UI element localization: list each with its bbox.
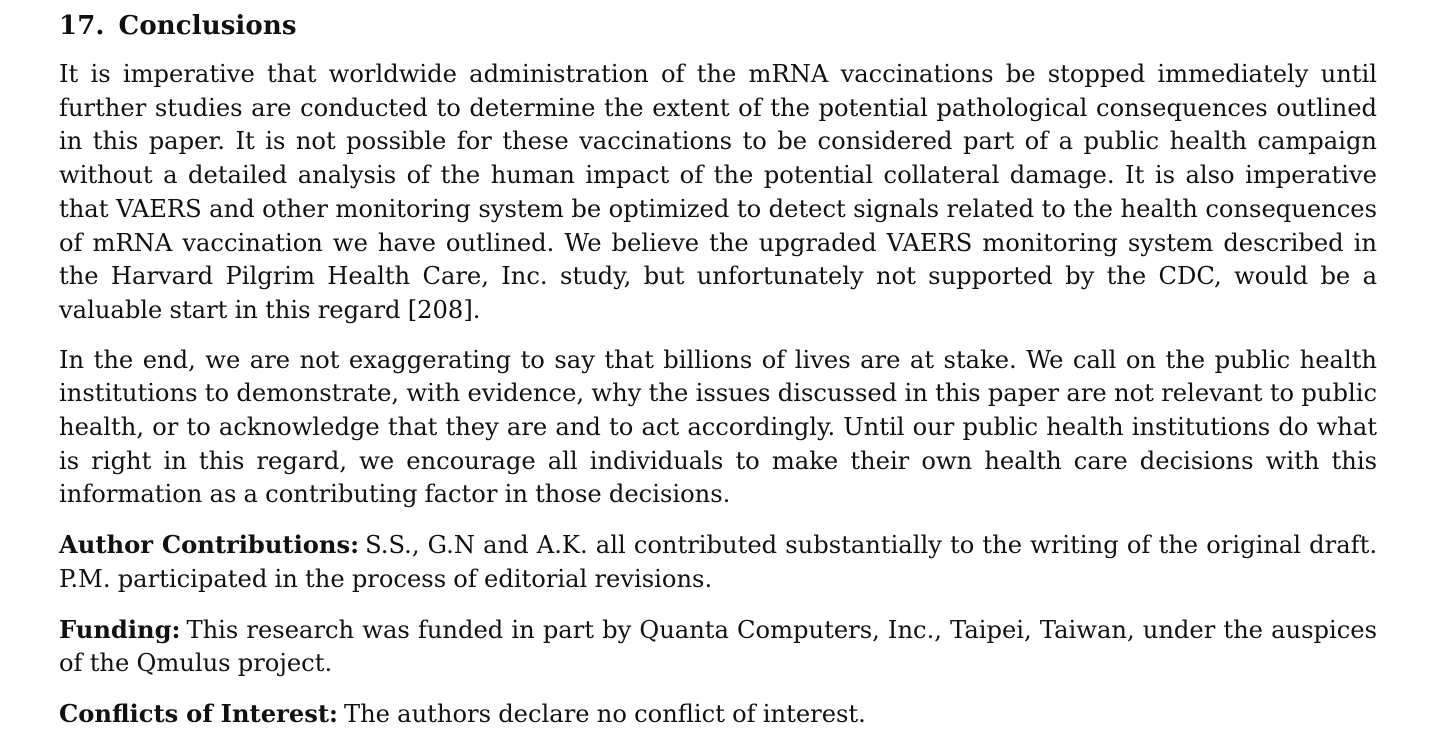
funding xyxy=(59,613,1377,681)
author-contributions-text: S.S., G.N and A.K. all contributed substantially to the writing of the original draft. P.M. participated in the process of editorial revisions. xyxy=(59,531,1378,593)
conflicts-of-interest-label: Conflicts of Interest: xyxy=(59,698,338,728)
section-heading xyxy=(59,8,1377,44)
section-title: Conclusions xyxy=(118,11,297,41)
funding-text: This research was funded in part by Quanta Computers, Inc., Taipei, Taiwan, under the auspices of the Qmulus project. xyxy=(59,615,1377,678)
author-contributions-label: Author Contributions: xyxy=(59,530,360,560)
conflicts-of-interest-text: The authors declare no conflict of interest. xyxy=(343,699,866,728)
author-contributions xyxy=(59,528,1377,596)
section-number: 17. xyxy=(59,11,105,41)
paper-page xyxy=(59,8,1377,732)
conclusions-paragraph-2: In the end, we are not exaggerating to say that billions of lives are at stake. We call on the public health institutions to demonstrate, with evidence, why the issues discussed in this paper are not relevant to public health, or to acknowledge that they are and to act accordingly. Until our public health institutions do what is right in this regard, we encourage all individuals to make their own health care decisions with this information as a contributing factor in those decisions. xyxy=(59,345,1377,509)
conclusions-paragraph-1: It is imperative that worldwide administration of the mRNA vaccinations be stopped immediately until further studies are conducted to determine the extent of the potential pathological consequences outlined in this paper. It is not possible for these vaccinations to be considered part of a public health campaign without a detailed analysis of the human impact of the potential collateral damage. It is also imperative that VAERS and other monitoring system be optimized to detect signals related to the health consequences of mRNA vaccination we have outlined. We believe the upgraded VAERS monitoring system described in the Harvard Pilgrim Health Care, Inc. study, but unfortunately not supported by the CDC, would be a valuable start in this regard [208]. xyxy=(59,60,1377,324)
conflicts-of-interest xyxy=(59,697,1377,732)
funding-label: Funding: xyxy=(59,614,181,644)
